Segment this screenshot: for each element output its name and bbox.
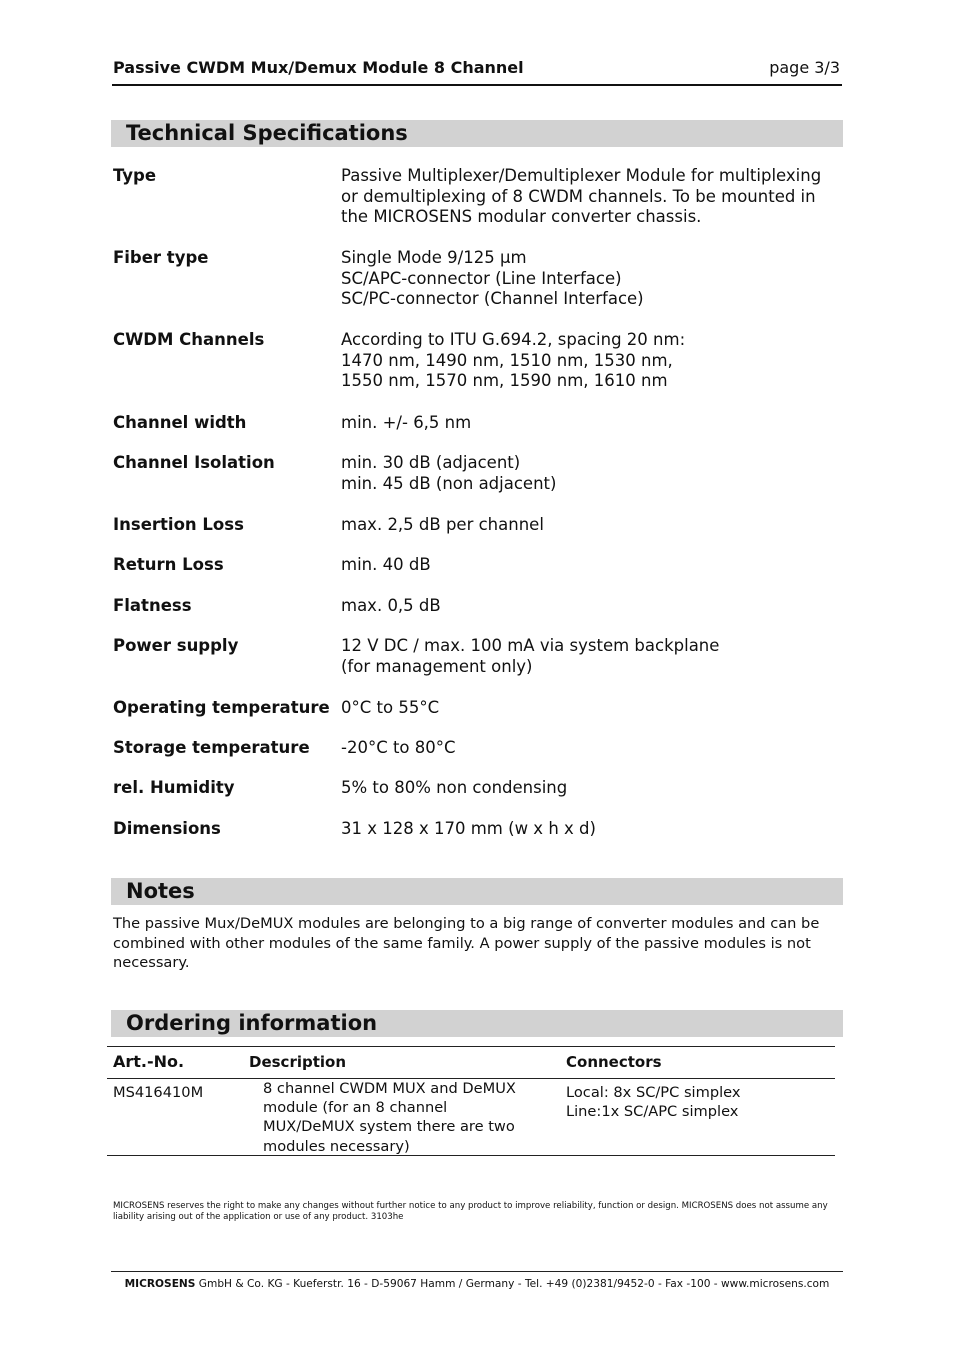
spec-value: 12 V DC / max. 100 mA via system backplane (for management only) [341, 636, 720, 676]
section-ordering-information [111, 1010, 843, 1037]
column-header-connectors: Connectors [566, 1053, 662, 1071]
disclaimer-text: MICROSENS reserves the right to make any changes without further notice to any product to improve reliability, function or design. MICROSENS does not assume any liability arising out of the application or use of any product. 3103he [113, 1201, 828, 1222]
spec-label: Storage temperature [113, 738, 310, 757]
cell-art-no: MS416410M [113, 1084, 204, 1101]
document-title: Passive CWDM Mux/Demux Module 8 Channel [113, 58, 524, 77]
spec-value: Single Mode 9/125 µm SC/APC-connector (Line Interface) SC/PC-connector (Channel Interface) [341, 248, 644, 308]
column-header-description: Description [249, 1053, 347, 1071]
section-heading: Technical Specifications [126, 121, 408, 145]
spec-value: 5% to 80% non condensing [341, 778, 568, 797]
spec-label: Operating temperature [113, 698, 330, 717]
spec-value: max. 0,5 dB [341, 596, 441, 615]
spec-label: Insertion Loss [113, 515, 244, 534]
spec-label: rel. Humidity [113, 778, 235, 797]
spec-value: -20°C to 80°C [341, 738, 456, 757]
section-heading: Ordering information [126, 1011, 378, 1035]
spec-label: CWDM Channels [113, 330, 265, 349]
notes-paragraph: The passive Mux/DeMUX modules are belonging to a big range of converter modules and can be combined with other modules of the same family. A power supply of the passive modules is not necessary. [113, 915, 820, 971]
spec-label: Channel width [113, 413, 247, 432]
spec-value: min. 40 dB [341, 555, 431, 574]
spec-value: According to ITU G.694.2, spacing 20 nm: 1470 nm, 1490 nm, 1510 nm, 1530 nm, 1550 nm, 1570 nm, 1590 nm, 1610 nm [341, 330, 686, 390]
spec-value: min. 30 dB (adjacent) min. 45 dB (non adjacent) [341, 453, 557, 493]
page-number: page 3/3 [769, 58, 840, 77]
footer-company: MICROSENS [124, 1278, 196, 1290]
spec-label: Power supply [113, 636, 239, 655]
spec-label: Return Loss [113, 555, 224, 574]
spec-label: Dimensions [113, 819, 221, 838]
ordering-table [107, 1046, 835, 1156]
spec-value: min. +/- 6,5 nm [341, 413, 472, 432]
section-notes [111, 878, 843, 905]
spec-value: 0°C to 55°C [341, 698, 440, 717]
section-technical-specifications [111, 120, 843, 147]
cell-description: 8 channel CWDM MUX and DeMUX module (for an 8 channel MUX/DeMUX system there are two modules necessary) [263, 1080, 516, 1155]
spec-label: Channel Isolation [113, 453, 275, 472]
footer-address: GmbH & Co. KG - Kueferstr. 16 - D-59067 Hamm / Germany - Tel. +49 (0)2381/9452-0 - Fax -100 - www.microsens.com [195, 1278, 830, 1290]
cell-connectors: Local: 8x SC/PC simplex Line:1x SC/APC simplex [566, 1084, 741, 1121]
column-header-art-no: Art.-No. [113, 1052, 185, 1071]
spec-label: Fiber type [113, 248, 209, 267]
spec-value: max. 2,5 dB per channel [341, 515, 544, 534]
spec-label: Type [113, 166, 157, 185]
page-footer [111, 1278, 843, 1290]
page-header [112, 56, 842, 86]
spec-value: 31 x 128 x 170 mm (w x h x d) [341, 819, 596, 838]
spec-label: Flatness [113, 596, 192, 615]
spec-value: Passive Multiplexer/Demultiplexer Module for multiplexing or demultiplexing of 8 CWDM channels. To be mounted in the MICROSENS modular converter chassis. [341, 166, 822, 226]
section-heading: Notes [126, 879, 195, 903]
footer-divider [111, 1271, 843, 1272]
